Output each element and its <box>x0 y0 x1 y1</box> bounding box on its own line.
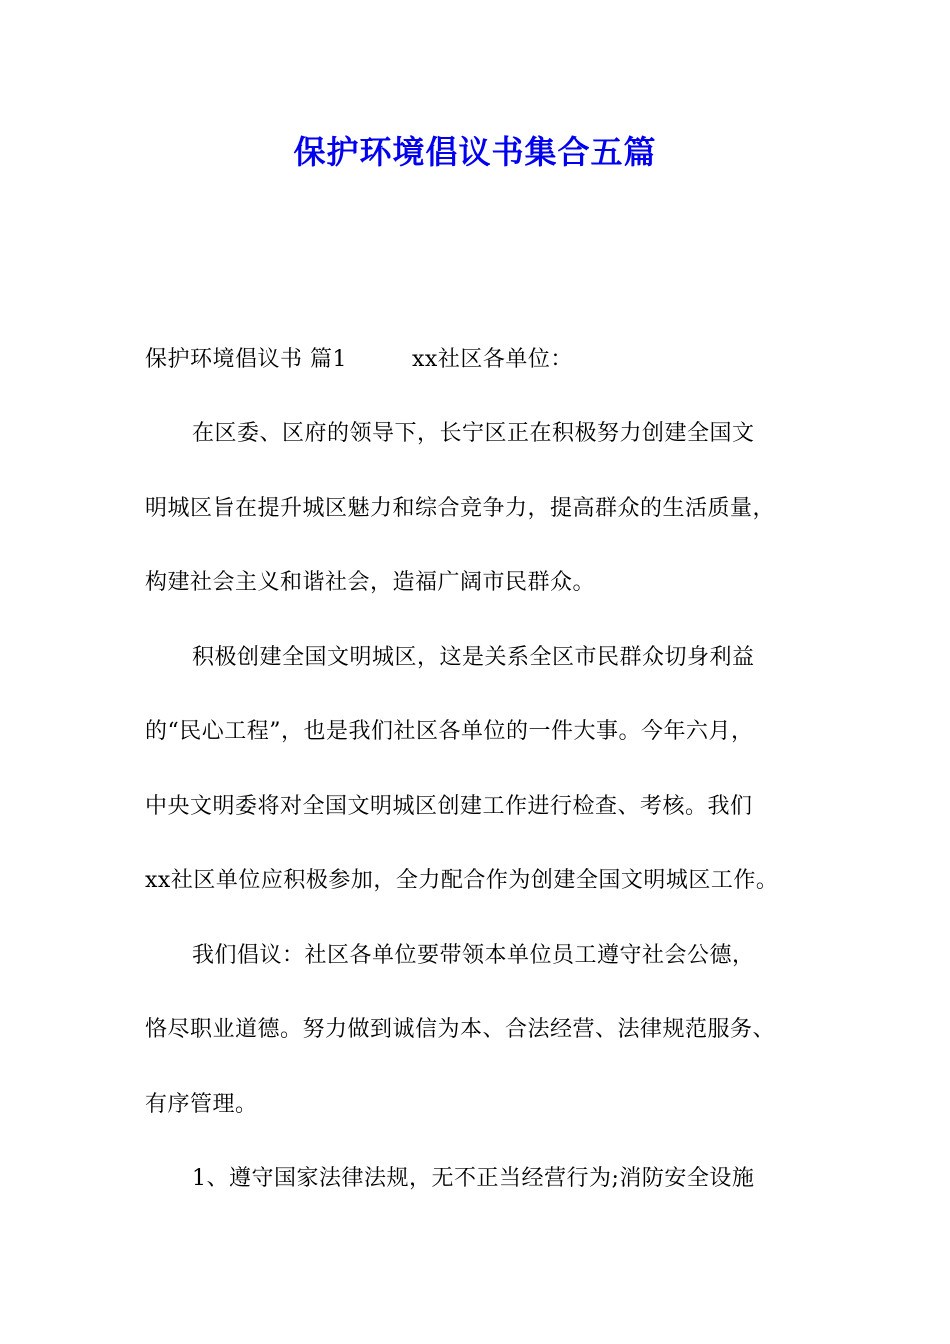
paragraph-line: 积极创建全国文明城区，这是关系全区市民群众切身利益 <box>192 645 755 670</box>
document-title: 保护环境倡议书集合五篇 <box>293 133 657 171</box>
paragraph-line: xx社区单位应积极参加，全力配合作为创建全国文明城区工作。 <box>145 868 779 893</box>
section-label: 保护环境倡议书 篇1 <box>145 347 347 372</box>
section-heading-row <box>145 344 825 376</box>
paragraph-line: 明城区旨在提升城区魅力和综合竞争力，提高群众的生活质量， <box>145 496 776 521</box>
paragraph-line: 中央文明委将对全国文明城区创建工作进行检查、考核。我们 <box>145 794 753 819</box>
paragraph-line: 构建社会主义和谐社会，造福广阔市民群众。 <box>145 570 596 595</box>
paragraph-line: 恪尽职业道德。努力做到诚信为本、合法经营、法律规范服务、 <box>145 1017 776 1042</box>
addressee: xx社区各单位： <box>412 347 573 372</box>
paragraph-line: 在区委、区府的领导下，长宁区正在积极努力创建全国文 <box>192 421 755 446</box>
paragraph-line: 有序管理。 <box>145 1092 258 1117</box>
paragraph-line: 1、遵守国家法律法规，无不正当经营行为;消防安全设施 <box>192 1166 755 1191</box>
paragraph-line: 我们倡议：社区各单位要带领本单位员工遵守社会公德， <box>192 943 755 968</box>
paragraph-line: 的“民心工程”，也是我们社区各单位的一件大事。今年六月， <box>145 719 754 744</box>
